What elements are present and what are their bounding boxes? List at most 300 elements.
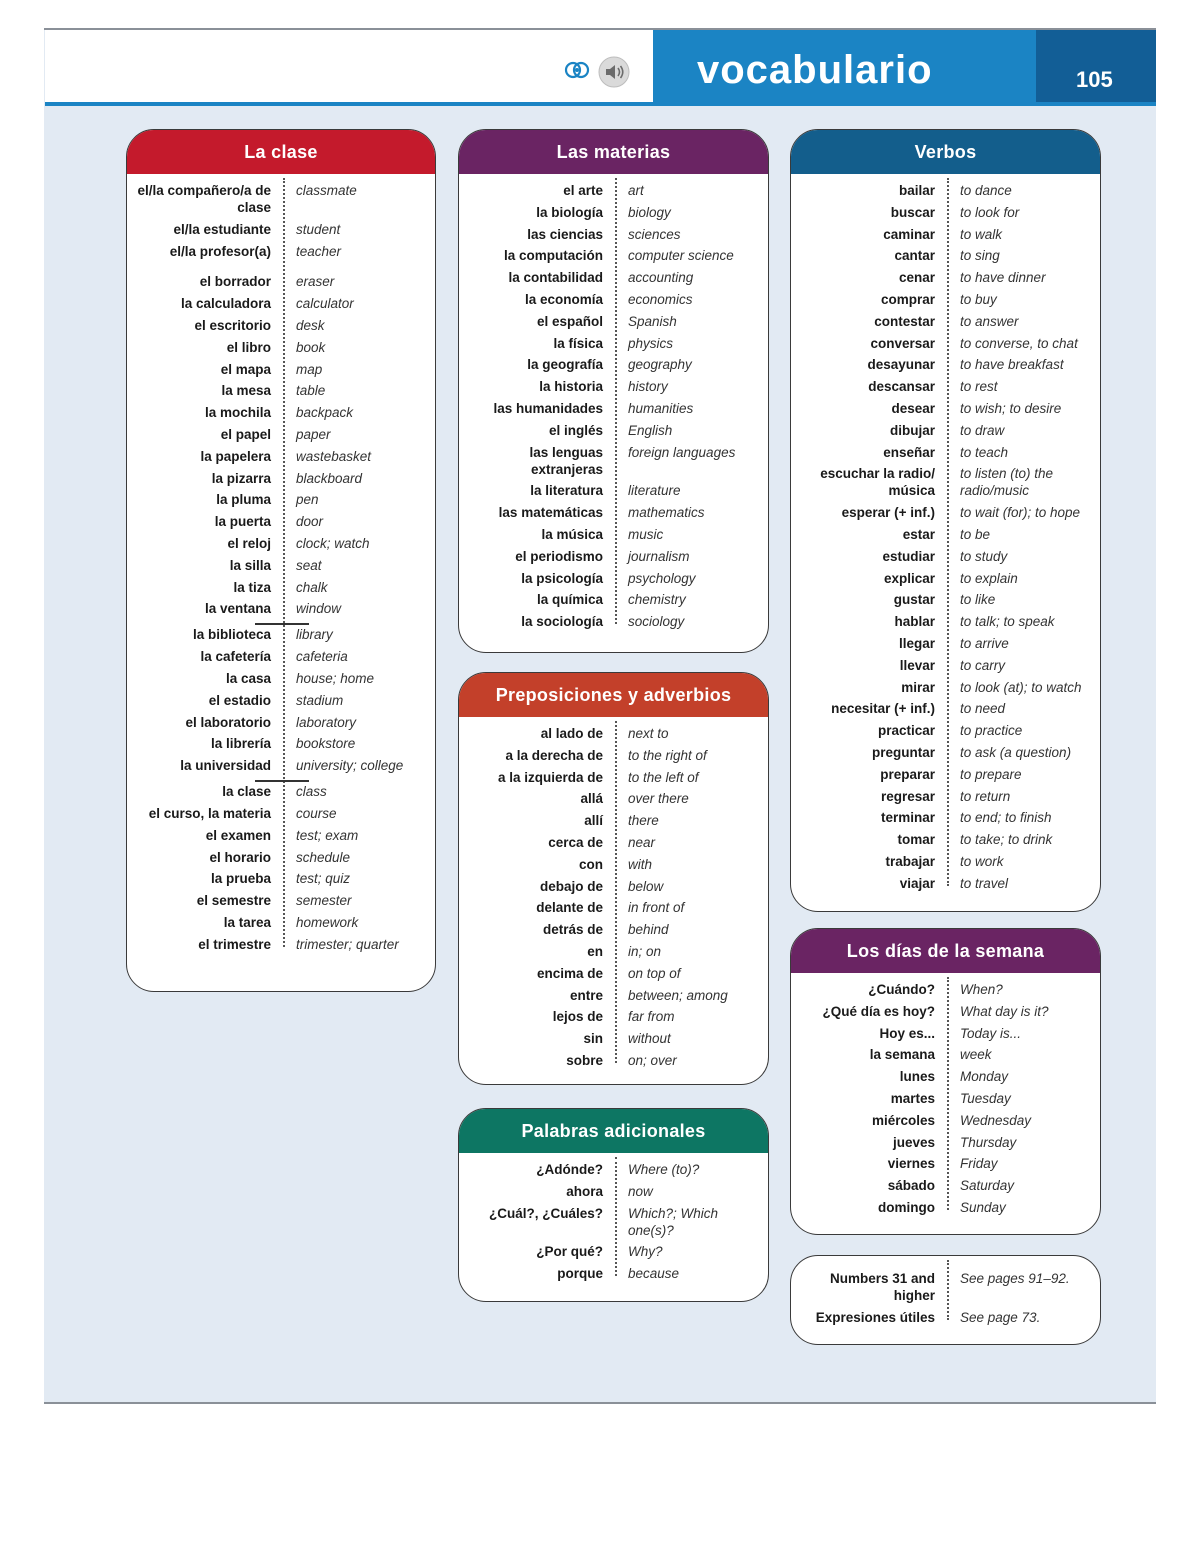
group-divider [127, 264, 435, 273]
vocab-row [791, 378, 1100, 395]
vocab-row [127, 182, 435, 216]
vocab-row [459, 504, 768, 521]
vocab-row [791, 204, 1100, 221]
english-translation: Thursday [960, 1134, 1017, 1150]
vocab-row [791, 182, 1100, 199]
english-translation: music [628, 526, 664, 542]
english-translation: trimester; quarter [296, 936, 399, 952]
english-translation: See pages 91–92. [960, 1271, 1070, 1286]
english-translation: Wednesday [960, 1112, 1032, 1128]
vocab-row [127, 936, 435, 953]
vocab-row [459, 1265, 768, 1282]
spanish-term: las ciencias [527, 226, 603, 242]
spanish-term: entre [569, 987, 603, 1003]
english-translation: to return [960, 788, 1011, 804]
english-translation: behind [628, 922, 669, 938]
spanish-term: las humanidades [493, 400, 603, 416]
vocab-row [127, 470, 435, 487]
vocab-row [791, 465, 1100, 499]
spanish-term: el mapa [220, 361, 271, 377]
card-title: Verbos [791, 130, 1100, 174]
vocab-row [459, 878, 768, 895]
spanish-term: la geografía [527, 357, 603, 373]
card-verbos [790, 129, 1101, 912]
english-translation: to dance [960, 183, 1012, 198]
english-translation: Friday [960, 1156, 998, 1172]
english-translation: laboratory [296, 714, 357, 730]
spanish-term: la cafetería [200, 649, 271, 665]
english-translation: classmate [296, 183, 357, 198]
vocab-row [791, 313, 1100, 330]
english-translation: to study [960, 548, 1008, 564]
english-translation: to buy [960, 291, 997, 307]
english-translation: accounting [628, 270, 694, 286]
english-translation: Tuesday [960, 1090, 1011, 1106]
english-translation: to sing [960, 248, 1000, 264]
english-translation: window [296, 601, 342, 617]
spanish-term: ¿Qué día es hoy? [822, 1003, 935, 1019]
vocab-row [459, 291, 768, 308]
spanish-term: la economía [524, 291, 603, 307]
english-translation: clock; watch [296, 535, 370, 551]
english-translation: to wish; to desire [960, 400, 1062, 416]
spanish-term: domingo [878, 1199, 935, 1215]
vocab-row [459, 856, 768, 873]
english-translation: week [960, 1047, 992, 1063]
vocab-row [791, 613, 1100, 630]
english-translation: Why? [628, 1244, 663, 1260]
card-title: La clase [127, 130, 435, 174]
english-translation: sociology [628, 614, 685, 630]
vocab-row [127, 714, 435, 731]
vocab-row [791, 1155, 1100, 1172]
spanish-term: el periodismo [515, 548, 603, 564]
spanish-term: la mesa [221, 383, 271, 399]
english-translation: cafeteria [296, 649, 348, 665]
spanish-term: estudiar [882, 548, 935, 564]
vocab-row [459, 790, 768, 807]
vocab-row [459, 1205, 768, 1239]
english-translation: to draw [960, 422, 1005, 438]
vocab-row [127, 757, 435, 774]
spanish-term: el/la compañero/a de clase [137, 183, 271, 215]
english-translation: class [296, 784, 327, 800]
vocab-row [459, 444, 768, 478]
page-number-box [1036, 30, 1156, 106]
spanish-term: Expresiones útiles [815, 1309, 935, 1325]
vocab-row [791, 853, 1100, 870]
english-translation: to arrive [960, 635, 1009, 651]
vocab-row [791, 591, 1100, 608]
vocab-row [791, 1003, 1100, 1020]
vocab-row [127, 221, 435, 238]
spanish-term: viernes [887, 1156, 935, 1172]
spanish-term: el semestre [196, 893, 271, 909]
vocab-row [459, 313, 768, 330]
vocab-row [127, 382, 435, 399]
english-translation: book [296, 339, 326, 355]
spanish-term: el/la estudiante [173, 221, 271, 237]
english-translation: bookstore [296, 736, 356, 752]
spanish-term: ¿Cuál?, ¿Cuáles? [488, 1205, 603, 1221]
spanish-term: miércoles [871, 1112, 935, 1128]
spanish-term: a la izquierda de [497, 769, 603, 785]
vocab-row [127, 827, 435, 844]
english-translation: far from [628, 1009, 675, 1025]
vocab-row [127, 317, 435, 334]
vocab-row [791, 226, 1100, 243]
spanish-term: hablar [894, 614, 935, 630]
english-translation: without [628, 1031, 671, 1047]
vocab-row [459, 226, 768, 243]
vocab-row [459, 526, 768, 543]
title-bar [653, 30, 1036, 106]
header-area [45, 30, 653, 102]
vocab-row [791, 875, 1100, 892]
english-translation: paper [296, 426, 331, 442]
english-translation: map [296, 361, 323, 377]
vocab-row [459, 182, 768, 199]
vocab-row [459, 1030, 768, 1047]
english-translation: seat [296, 557, 322, 573]
english-translation: English [628, 422, 673, 438]
spanish-term: Hoy es... [879, 1025, 935, 1041]
spanish-term: Numbers 31 and higher [829, 1271, 935, 1303]
english-translation: schedule [296, 849, 351, 865]
spanish-term: al lado de [540, 726, 603, 741]
english-translation: to take; to drink [960, 832, 1053, 848]
spanish-term: el horario [209, 849, 271, 865]
spanish-term: la historia [539, 379, 603, 395]
vocab-row [791, 1199, 1100, 1216]
english-translation: semester [296, 893, 352, 909]
vocab-row [459, 247, 768, 264]
vocab-row [791, 247, 1100, 264]
spanish-term: la biblioteca [192, 627, 271, 643]
page-title: vocabulario [697, 48, 933, 92]
vocab-row [791, 291, 1100, 308]
vocab-row [791, 744, 1100, 761]
spanish-term: la música [541, 526, 603, 542]
spanish-term: terminar [880, 810, 935, 826]
english-translation: student [296, 221, 341, 237]
vocab-row [459, 422, 768, 439]
spanish-term: el arte [563, 183, 603, 198]
spanish-term: la computación [503, 248, 603, 264]
spanish-term: ¿Por qué? [536, 1244, 603, 1260]
spanish-term: explicar [883, 570, 935, 586]
spanish-term: cenar [898, 270, 935, 286]
card-la-clase [126, 129, 436, 992]
vocab-row [791, 981, 1100, 998]
vocab-row [459, 769, 768, 786]
english-translation: stadium [296, 692, 344, 708]
english-translation: on top of [628, 965, 681, 981]
spanish-term: cantar [894, 248, 935, 264]
english-translation: economics [628, 291, 693, 307]
vocab-row [459, 548, 768, 565]
header-rule [45, 102, 1156, 106]
english-translation: on; over [628, 1052, 677, 1068]
vocab-row [791, 422, 1100, 439]
vocab-row [127, 448, 435, 465]
english-translation: history [628, 379, 668, 395]
vocab-row [791, 722, 1100, 739]
english-translation: physics [628, 335, 674, 351]
vocab-row [459, 943, 768, 960]
spanish-term: allí [584, 813, 603, 829]
english-translation: to like [960, 592, 996, 608]
spanish-term: el curso, la materia [148, 805, 271, 821]
vocab-row [459, 591, 768, 608]
english-translation: to the right of [628, 747, 707, 763]
english-translation: to explain [960, 570, 1018, 586]
vocab-row [791, 1134, 1100, 1151]
card-title: Preposiciones y adverbios [459, 673, 768, 717]
vocab-row [459, 1052, 768, 1069]
spanish-term: la mochila [204, 405, 271, 421]
spanish-term: tomar [897, 832, 935, 848]
spanish-term: sábado [887, 1178, 935, 1194]
vocab-list [459, 174, 768, 630]
english-translation: See page 73. [960, 1309, 1041, 1325]
english-translation: to rest [960, 379, 998, 395]
vocab-row [127, 579, 435, 596]
english-translation: to have dinner [960, 270, 1046, 286]
english-translation: to listen (to) the radio/music [960, 466, 1054, 499]
english-translation: pen [296, 492, 319, 508]
english-translation: to walk [960, 226, 1003, 242]
spanish-term: escuchar la radio/ música [820, 466, 935, 499]
vocab-row [791, 444, 1100, 461]
vocab-row [127, 914, 435, 931]
vocab-row [791, 335, 1100, 352]
vocab-row [459, 570, 768, 587]
spanish-term: la tarea [223, 914, 271, 930]
english-translation: to talk; to speak [960, 614, 1055, 630]
english-translation: journalism [628, 548, 690, 564]
english-translation: to end; to finish [960, 810, 1052, 826]
vocab-row [459, 725, 768, 742]
vocab-row [127, 339, 435, 356]
vocab-row [459, 987, 768, 1004]
english-translation: below [628, 878, 664, 894]
spanish-term: debajo de [539, 878, 603, 894]
spanish-term: necesitar (+ inf.) [831, 701, 935, 717]
card-title: Las materias [459, 130, 768, 174]
vocab-row [459, 747, 768, 764]
vocab-row [791, 809, 1100, 826]
card-preposiciones-adverbios [458, 672, 769, 1085]
vocab-row [791, 1025, 1100, 1042]
vocab-row [459, 899, 768, 916]
vocab-row [127, 361, 435, 378]
english-translation: to answer [960, 313, 1019, 329]
english-translation: teacher [296, 243, 342, 259]
spanish-term: la prueba [210, 871, 271, 887]
english-translation: test; quiz [296, 871, 351, 887]
spanish-term: la pizarra [211, 470, 271, 486]
vocab-row [127, 273, 435, 290]
spanish-term: ¿Cuándo? [868, 982, 935, 997]
spanish-term: el trimestre [198, 936, 271, 952]
english-translation: course [296, 805, 337, 821]
cd-icon[interactable] [563, 57, 591, 83]
spanish-term: a la derecha de [505, 747, 603, 763]
spanish-term: la sociología [521, 614, 603, 630]
english-translation: to ask (a question) [960, 744, 1072, 760]
vocab-row [127, 626, 435, 643]
spanish-term: contestar [874, 313, 935, 329]
spanish-term: la literatura [530, 483, 603, 499]
vocab-list [127, 174, 435, 953]
english-translation: Saturday [960, 1178, 1015, 1194]
english-translation: backpack [296, 405, 354, 421]
spanish-term: conversar [870, 335, 935, 351]
vocab-row [459, 613, 768, 630]
english-translation: Monday [960, 1069, 1009, 1085]
spanish-term: jueves [892, 1134, 935, 1150]
vocab-row [791, 635, 1100, 652]
spanish-term: la puerta [214, 514, 271, 530]
vocab-row [459, 269, 768, 286]
english-translation: in; on [628, 943, 662, 959]
vocab-row [791, 831, 1100, 848]
vocab-row [459, 1008, 768, 1025]
spanish-term: la clase [222, 784, 271, 800]
vocab-row [459, 204, 768, 221]
english-translation: psychology [628, 570, 696, 586]
english-translation: art [628, 183, 644, 198]
vocab-row [127, 849, 435, 866]
vocab-row [127, 892, 435, 909]
spanish-term: lunes [899, 1069, 935, 1085]
english-translation: to the left of [628, 769, 699, 785]
vocab-row [791, 1177, 1100, 1194]
english-translation: blackboard [296, 470, 363, 486]
vocab-row [791, 1068, 1100, 1085]
english-translation: now [628, 1183, 653, 1199]
english-translation: with [628, 856, 653, 872]
spanish-term: el borrador [199, 274, 271, 290]
spanish-term: el reloj [227, 535, 271, 551]
spanish-term: detrás de [542, 922, 603, 938]
english-translation: to converse, to chat [960, 335, 1078, 351]
spanish-term: desear [891, 400, 935, 416]
english-translation: between; among [628, 987, 728, 1003]
vocab-row [791, 766, 1100, 783]
vocab-row [791, 1112, 1100, 1129]
vocab-row [459, 812, 768, 829]
vocab-row [127, 404, 435, 421]
spanish-term: las matemáticas [498, 505, 603, 521]
spanish-term: las lenguas extranjeras [529, 444, 603, 477]
spanish-term: el inglés [548, 422, 603, 438]
english-translation: mathematics [628, 505, 705, 521]
english-translation: to carry [960, 657, 1006, 673]
english-translation: biology [628, 204, 671, 220]
english-translation: humanities [628, 400, 694, 416]
vocab-row [459, 400, 768, 417]
vocab-row [459, 1161, 768, 1178]
spanish-term: caminar [883, 226, 935, 242]
vocab-row [459, 921, 768, 938]
vocab-list [791, 973, 1100, 1216]
spanish-term: comprar [880, 291, 935, 307]
vocab-row [459, 965, 768, 982]
vocab-row [791, 700, 1100, 717]
spanish-term: la silla [229, 557, 271, 573]
vocab-list [791, 1256, 1100, 1326]
vocab-row [459, 1183, 768, 1200]
vocab-row [127, 783, 435, 800]
spanish-term: la química [536, 592, 603, 608]
spanish-term: buscar [890, 204, 935, 220]
spanish-term: descansar [868, 379, 935, 395]
spanish-term: el laboratorio [185, 714, 271, 730]
vocab-row [127, 805, 435, 822]
english-translation: next to [628, 726, 669, 741]
english-translation: homework [296, 914, 359, 930]
vocab-row [459, 834, 768, 851]
spanish-term: la universidad [180, 758, 271, 774]
audio-icon[interactable] [597, 56, 631, 88]
english-translation: chemistry [628, 592, 686, 608]
english-translation: to need [960, 701, 1006, 717]
spanish-term: viajar [899, 875, 935, 891]
spanish-term: sobre [566, 1052, 603, 1068]
spanish-term: con [578, 856, 603, 872]
spanish-term: el español [536, 313, 603, 329]
vocab-row [459, 335, 768, 352]
spanish-term: la ventana [204, 601, 271, 617]
spanish-term: el/la profesor(a) [169, 243, 271, 259]
english-translation: because [628, 1266, 680, 1282]
spanish-term: cerca de [548, 834, 603, 850]
english-translation: foreign languages [628, 444, 736, 460]
spanish-term: el papel [220, 426, 271, 442]
spanish-term: el examen [205, 827, 271, 843]
spanish-term: mirar [901, 679, 935, 695]
english-translation: to travel [960, 875, 1009, 891]
vocab-row [791, 657, 1100, 674]
spanish-term: desayunar [867, 357, 935, 373]
english-translation: to have breakfast [960, 357, 1064, 373]
card-las-materias [458, 129, 769, 653]
english-translation: Today is... [960, 1025, 1022, 1041]
vocab-row [791, 788, 1100, 805]
vocab-row [791, 400, 1100, 417]
vocab-row [127, 491, 435, 508]
spanish-term: gustar [893, 592, 935, 608]
vocab-row [127, 735, 435, 752]
spanish-term: bailar [898, 183, 935, 198]
vocab-row [791, 269, 1100, 286]
english-translation: to practice [960, 723, 1023, 739]
vocab-row [127, 870, 435, 887]
card-references [790, 1255, 1101, 1345]
spanish-term: martes [890, 1090, 935, 1106]
spanish-term: la pluma [216, 492, 271, 508]
vocab-row [791, 1090, 1100, 1107]
spanish-term: llevar [899, 657, 935, 673]
vocab-row [127, 670, 435, 687]
vocab-row [127, 513, 435, 530]
vocab-row [791, 679, 1100, 696]
english-translation: What day is it? [960, 1003, 1049, 1019]
page-number: 105 [1076, 67, 1113, 92]
english-translation: to be [960, 526, 991, 542]
